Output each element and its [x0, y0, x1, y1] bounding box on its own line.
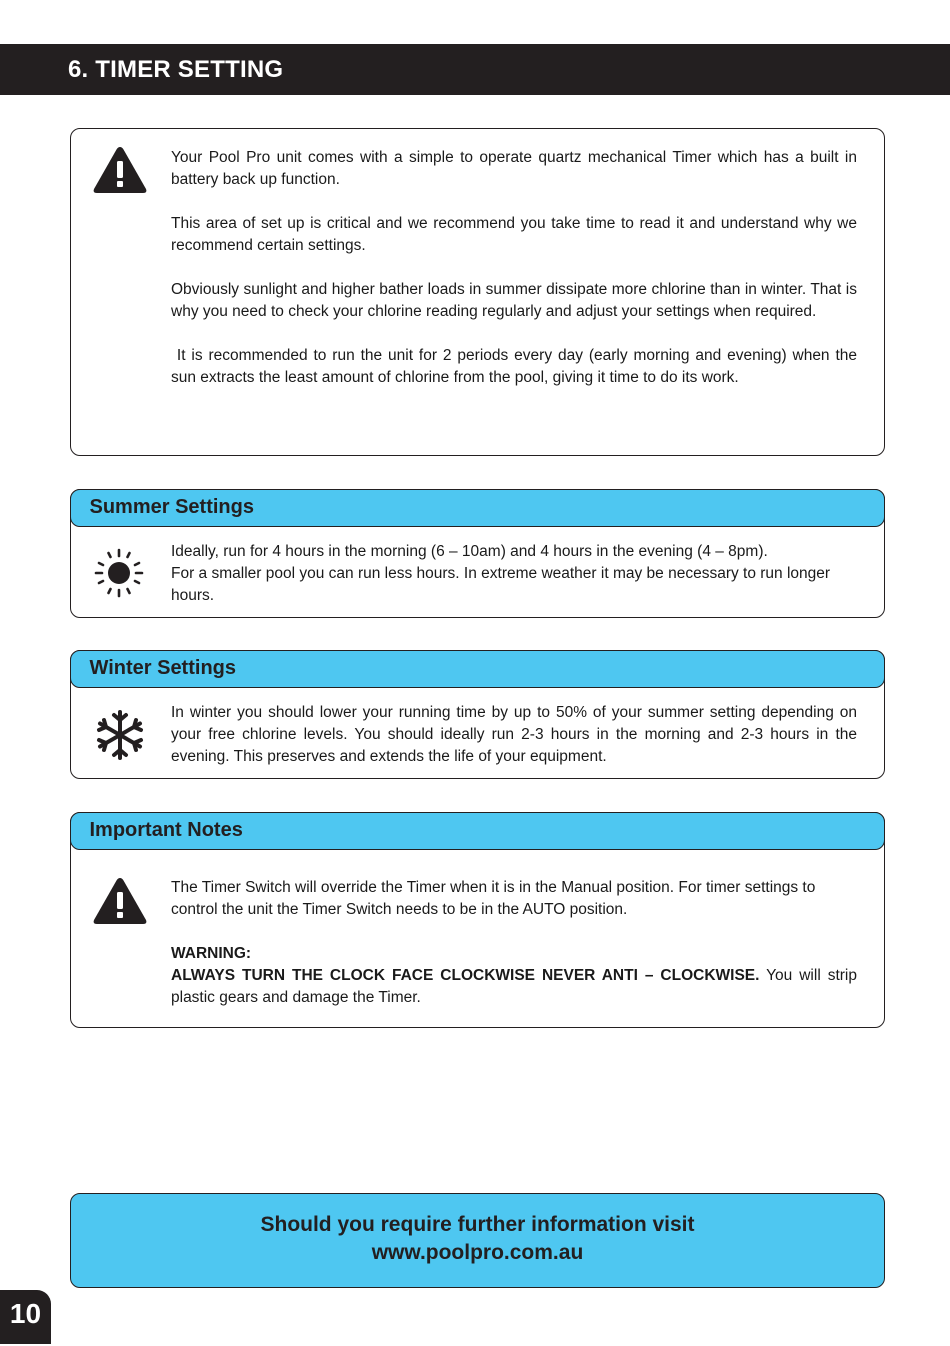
intro-paragraph: Your Pool Pro unit comes with a simple to operate quartz mechanical Timer which has a built in battery back up function.	[171, 149, 857, 188]
notes-paragraph: The Timer Switch will override the Timer when it is in the Manual position. For timer settings to control the unit the Timer Switch needs to be in the AUTO position.	[171, 879, 816, 918]
warning-icon	[91, 144, 149, 196]
warning-rest-text: You will strip plastic gears and damage the Timer.	[171, 967, 857, 1006]
warning-block	[171, 943, 857, 1009]
notes-text	[171, 877, 857, 1009]
summer-header	[70, 489, 885, 527]
intro-paragraph: It is recommended to run the unit for 2 periods every day (early morning and evening) when the sun extracts the least amount of chlorine from the pool, giving it time to do its work.	[171, 347, 862, 386]
summer-text	[171, 541, 857, 607]
footer-website-link[interactable]: www.poolpro.com.au	[371, 1241, 584, 1264]
winter-box	[70, 650, 885, 779]
intro-text	[171, 147, 862, 389]
summer-line: Ideally, run for 4 hours in the morning (6 – 10am) and 4 hours in the evening (4 – 8pm).	[171, 543, 768, 560]
summer-line: For a smaller pool you can run less hours. In extreme weather it may be necessary to run longer hours.	[171, 565, 831, 604]
intro-box	[70, 128, 885, 456]
info-footer-box	[70, 1193, 885, 1288]
intro-paragraph: Obviously sunlight and higher bather loads in summer dissipate more chlorine than in winter. That is why you need to check your chlorine reading regularly and adjust your settings when required.	[171, 281, 857, 320]
intro-paragraph: This area of set up is critical and we recommend you take time to read it and understand why we recommend certain settings.	[171, 215, 857, 254]
warning-icon	[91, 875, 149, 927]
summer-box	[70, 489, 885, 618]
notes-box	[70, 812, 885, 1028]
summer-title: Summer Settings	[89, 495, 254, 518]
sun-icon	[94, 548, 144, 598]
warning-label: WARNING:	[171, 945, 252, 962]
winter-text: In winter you should lower your running time by up to 50% of your summer setting depending on your free chlorine levels. You should ideally run 2-3 hours in the morning and 2-3 hours in the evening. This preserves and extends the life of your equipment.	[171, 704, 857, 765]
warning-bold-text: ALWAYS TURN THE CLOCK FACE CLOCKWISE NEVER ANTI – CLOCKWISE.	[171, 967, 760, 984]
page-number: 10	[9, 1298, 42, 1329]
snowflake-icon	[95, 709, 145, 761]
winter-title: Winter Settings	[89, 656, 236, 679]
page-title: 6. TIMER SETTING	[68, 56, 284, 83]
footer-info-text: Should you require further information visit	[260, 1213, 695, 1236]
notes-header	[70, 812, 885, 850]
notes-title: Important Notes	[89, 818, 243, 841]
winter-header	[70, 650, 885, 688]
